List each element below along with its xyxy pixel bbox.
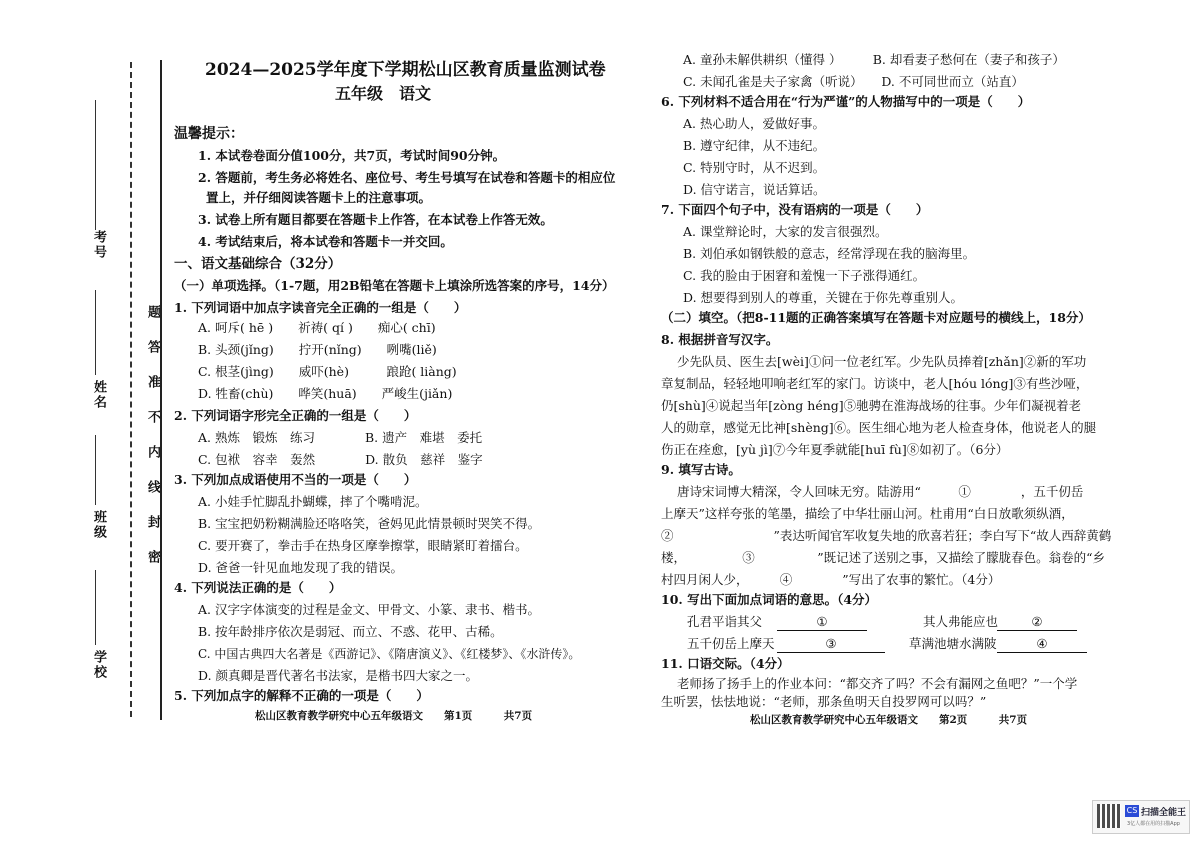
q11-passage-line: 生听罢，怯怯地说：“老师，那条鱼明天自投罗网可以吗？” [661,694,987,709]
tip-line: 3. 试卷上所有题目都要在答题卡上作答，在本试卷上作答无效。 [198,212,553,227]
q4-option: B. 按年龄排序依次是弱冠、而立、不惑、花甲、古稀。 [198,624,503,639]
q9-passage-line: 楼， ③ ”既记述了送别之事，又描绘了朦胧春色。翁卷的“乡 [661,550,1106,565]
q7-option: B. 刘伯承如钢铁般的意志，经常浮现在我的脑海里。 [683,246,976,261]
seal-dashed-line [130,62,132,717]
q3-option: B. 宝宝把奶粉糊满脸还咯咯笑，爸妈见此情景顿时哭笑不得。 [198,516,541,531]
question-10: 10. 写出下面加点词语的意思。（4分） [661,592,878,607]
banji-label: 班级 [91,510,106,540]
q3-option: C. 要开赛了，拳击手在热身区摩拳擦掌，眼睛紧盯着擂台。 [198,538,528,553]
xuexiao-label: 学校 [91,650,106,680]
q6-option: A. 热心助人，爱做好事。 [683,116,825,131]
tip-line: 2. 答题前，考生务必将姓名、座位号、考生号填写在试卷和答题卡的相应位 [198,170,616,185]
q8-passage-line: 人的勋章，感觉无比神[shèng]⑥。医生细心地为老人检查身体，他说老人的腿 [661,420,1097,435]
question-4: 4. 下列说法正确的是（ ） [174,580,342,595]
tips-heading: 温馨提示： [174,126,244,142]
seal-char: 内 [145,445,160,460]
q8-passage-line: 仍[shù]④说起当年[zòng héng]⑤驰骋在淮海战场的往事。少年们凝视着老 [661,398,1082,413]
part-heading: （一）单项选择。（1-7题，用2B铅笔在答题卡上填涂所选答案的序号，14分） [174,278,615,293]
scanner-name: 扫描全能王 [1141,808,1187,818]
q10-word: 五千仞岳上摩天 [687,636,775,651]
seal-char: 答 [145,340,160,355]
scanner-slogan: 3亿人都在用的扫描App [1127,821,1180,827]
tip-line: 4. 考试结束后，将本试卷和答题卡一并交回。 [198,234,453,249]
q8-passage-line: 伤正在痊愈，[yù jì]⑦今年夏季就能[huī fù]⑧如初了。（6分） [661,442,1009,457]
question-5: 5. 下列加点字的解释不正确的一项是（ ） [174,688,429,703]
scanner-logo [1092,800,1190,834]
kaohao-label: 考号 [91,230,106,260]
tip-line: 置上，并仔细阅读答题卡上的注意事项。 [206,190,432,205]
q9-passage-line: 唐诗宋词博大精深，令人回味无穷。陆游用“ ① ，五千仞岳 [677,484,1084,499]
q1-option: C. 根茎(jìng) 威吓(hè) 踉跄( liàng) [198,364,457,379]
qr-code-icon [1097,804,1121,828]
part-heading: （二）填空。（把8-11题的正确答案填写在答题卡对应题号的横线上，18分） [661,310,1091,325]
seal-char: 封 [145,515,160,530]
q7-option: A. 课堂辩论时，大家的发言很强烈。 [683,224,888,239]
q4-option: D. 颜真卿是晋代著名书法家，是楷书四大家之一。 [198,668,479,683]
q8-passage-line: 少先队员、医生去[wèi]①问一位老红军。少先队员捧着[zhǎn]②新的军功 [677,354,1087,369]
seal-char: 题 [145,305,160,320]
seal-char: 线 [145,480,160,495]
q7-option: D. 想要得到别人的尊重，关键在于你先尊重别人。 [683,290,964,305]
exam-subtitle: 五年级 语文 [335,84,432,103]
q10-word: 草满池塘水满陂 [909,636,997,651]
q1-option: B. 头颈(jǐng) 拧开(nǐng) 咧嘴(liě) [198,342,437,357]
q10-word: 孔君平诣其父 [687,614,763,629]
q3-option: A. 小娃手忙脚乱扑蝴蝶，摔了个嘴啃泥。 [198,494,428,509]
q2-option: C. 包袱 容幸 轰然 D. 散负 慈祥 鉴字 [198,452,483,467]
question-9: 9. 填写古诗。 [661,462,741,477]
exam-title: 2024—2025学年度下学期松山区教育质量监测试卷 [205,60,606,80]
seal-char: 密 [145,550,160,565]
camscanner-icon: CS [1126,806,1138,815]
page-footer: 松山区教育教学研究中心五年级语文 第1页 共7页 [255,710,533,722]
xingming-label: 姓名 [91,380,106,410]
q4-option: C. 中国古典四大名著是《西游记》、《隋唐演义》、《红楼梦》、《水浒传》。 [198,647,581,661]
question-3: 3. 下列加点成语使用不当的一项是（ ） [174,472,417,487]
q2-option: A. 熟炼 锻炼 练习 B. 遗产 难堪 委托 [198,430,483,445]
q9-passage-line: 上摩天”这样夸张的笔墨，描绘了中华壮丽山河。杜甫用“白日放歌须纵酒， [661,506,1074,521]
q11-passage-line: 老师扬了扬手上的作业本问：“都交齐了吗？不会有漏网之鱼吧？”一个学 [677,676,1078,691]
q10-blank: ① [777,614,867,631]
q10-word: 其人弗能应也 [923,614,999,629]
q6-option: C. 特别守时，从不迟到。 [683,160,826,175]
question-7: 7. 下面四个句子中，没有语病的一项是（ ） [661,202,929,217]
question-8: 8. 根据拼音写汉字。 [661,332,779,347]
xingming-line [95,290,96,375]
question-2: 2. 下列词语字形完全正确的一组是（ ） [174,408,417,423]
question-1: 1. 下列词语中加点字读音完全正确的一组是（ ） [174,300,467,315]
page-footer: 松山区教育教学研究中心五年级语文 第2页 共7页 [750,714,1028,726]
section-heading: 一、语文基础综合（32分） [174,256,342,272]
q6-option: D. 信守诺言，说话算话。 [683,182,826,197]
q5-option: C. 未闻孔雀是夫子家禽（听说） D. 不可同世而立（站直） [683,74,1024,89]
question-6: 6. 下列材料不适合用在“行为严谨”的人物描写中的一项是（ ） [661,94,1031,109]
banji-line [95,435,96,505]
q5-option: A. 童孙未解供耕织（懂得 ） B. 却看妻子愁何在（妻子和孩子） [683,52,1065,67]
q8-passage-line: 章复制品，轻轻地叩响老红军的家门。访谈中，老人[hóu lóng]③有些沙哑， [661,376,1089,391]
q7-option: C. 我的脸由于困窘和羞愧一下子涨得通红。 [683,268,926,283]
q4-option: A. 汉字字体演变的过程是金文、甲骨文、小篆、隶书、楷书。 [198,602,540,617]
question-11: 11. 口语交际。（4分） [661,656,790,671]
q9-passage-line: 村四月闲人少， ④ ”写出了农事的繁忙。（4分） [661,572,1001,587]
q10-blank: ③ [777,636,885,653]
xuexiao-line [95,570,96,645]
tip-line: 1. 本试卷卷面分值100分，共7页，考试时间90分钟。 [198,148,506,163]
q6-option: B. 遵守纪律，从不违纪。 [683,138,826,153]
seal-char: 不 [145,410,160,425]
kaohao-line [95,100,96,230]
margin-rule [160,60,162,720]
q10-blank: ② [997,614,1077,631]
q10-blank: ④ [997,636,1087,653]
q1-option: D. 牲畜(chù) 哗笑(huā) 严峻生(jiǎn) [198,386,453,401]
q3-option: D. 爸爸一针见血地发现了我的错误。 [198,560,404,575]
q1-option: A. 呵斥( hē ) 祈祷( qí ) 痴心( chī) [198,320,436,335]
seal-char: 准 [145,375,160,390]
q9-passage-line: ② ”表达听闻官军收复失地的欣喜若狂；李白写下“故人西辞黄鹤 [661,528,1112,543]
